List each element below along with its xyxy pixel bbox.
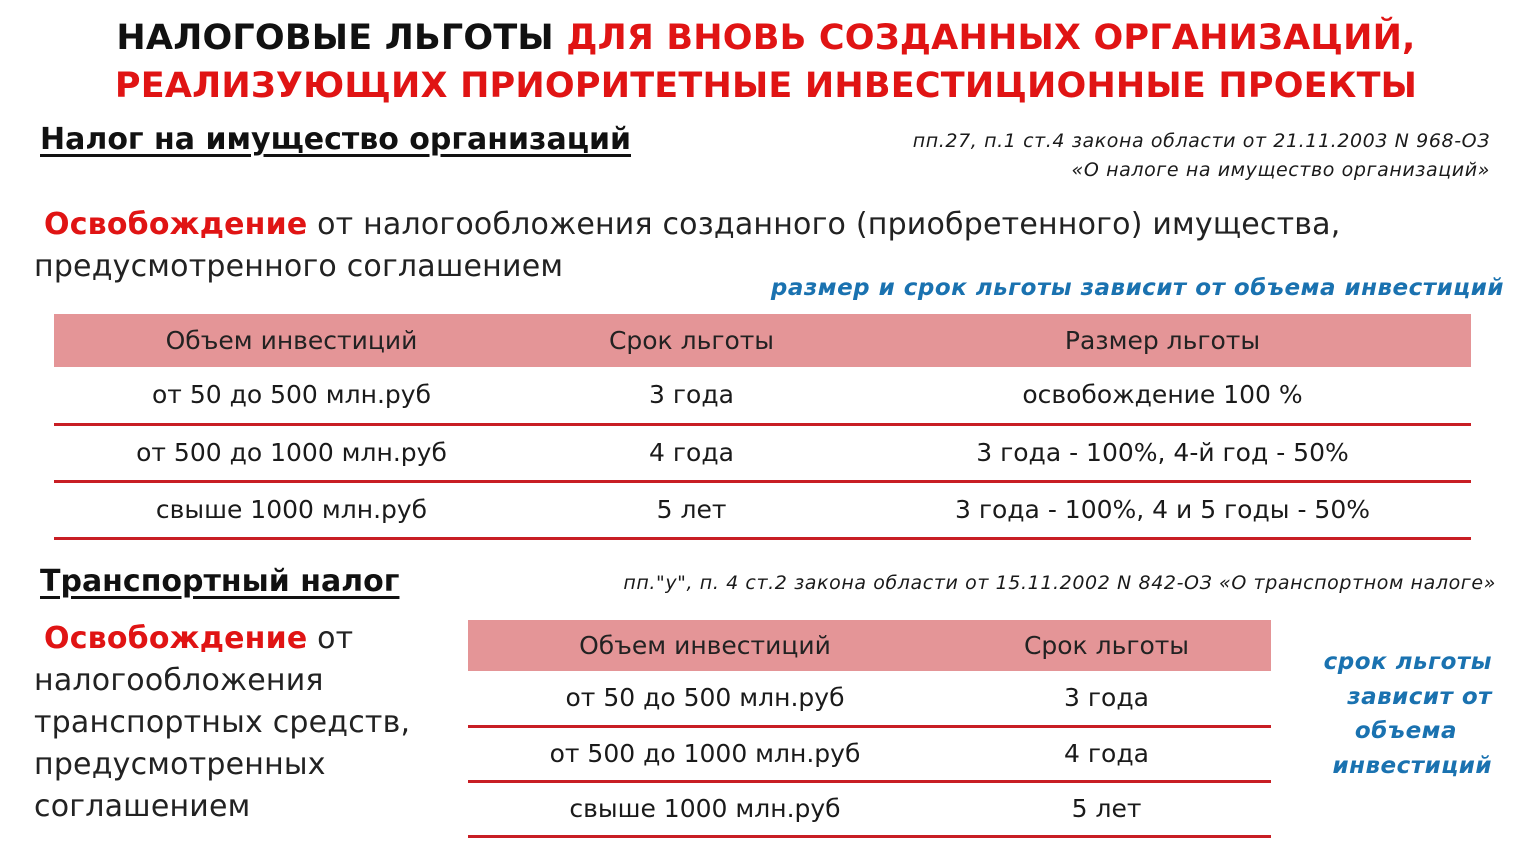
table-row [54,367,1471,424]
transport-header-volume: Объем инвестиций [468,620,942,671]
transport-tax-law-ref: пп."у", п. 4 ст.2 закона области от 15.11.2002 N 842-ОЗ «О транспортном налоге» [623,572,1496,594]
title-red-line1: ДЛЯ ВНОВЬ СОЗДАННЫХ ОРГАНИЗАЦИЙ, [566,18,1416,58]
property-exemption-text: от налогообложения созданного (приобретенного) имущества, предусмотренного соглашением [34,207,1341,284]
property-header-volume: Объем инвестиций [54,314,529,367]
transport-tax-exemption [34,618,454,828]
transport-note-line: зависит от [1347,683,1492,710]
property-header-size: Размер льготы [854,314,1471,367]
property-tax-note: размер и срок льготы зависит от объема инвестиций [770,275,1504,301]
transport-note-line: срок льготы [1323,649,1492,675]
transport-exemption-text: от налогообложения транспортных средств, предусмотренных соглашением [34,621,411,824]
property-cell-size: 3 года - 100%, 4 и 5 годы - 50% [854,481,1471,538]
transport-tax-heading: Транспортный налог [40,564,400,599]
property-exemption-word: Освобождение [44,207,308,242]
property-cell-volume: от 50 до 500 млн.руб [54,367,529,424]
transport-cell-term: 5 лет [942,781,1271,836]
property-cell-term: 4 года [529,424,854,481]
transport-exemption-word: Освобождение [44,621,308,656]
table-row [54,424,1471,481]
transport-cell-volume: свыше 1000 млн.руб [468,781,942,836]
transport-table-header-row [468,620,1271,671]
property-cell-term: 3 года [529,367,854,424]
transport-header-term: Срок льготы [942,620,1271,671]
title-red-line2: РЕАЛИЗУЮЩИХ ПРИОРИТЕТНЫЕ ИНВЕСТИЦИОННЫЕ ПРОЕКТЫ [114,66,1418,106]
transport-cell-term: 4 года [942,726,1271,781]
transport-note-line: инвестиций [1332,752,1492,779]
transport-tax-table [468,620,1271,838]
property-table-header-row [54,314,1471,367]
property-tax-law-line1: пп.27, п.1 ст.4 закона области от 21.11.2003 N 968-ОЗ [912,130,1490,152]
property-tax-law-ref [913,130,1490,181]
property-cell-size: 3 года - 100%, 4-й год - 50% [854,424,1471,481]
transport-cell-term: 3 года [942,671,1271,726]
page-title [0,14,1532,110]
property-tax-law-line2: «О налоге на имущество организаций» [1071,159,1490,181]
title-black-part: НАЛОГОВЫЕ ЛЬГОТЫ [116,18,554,58]
property-cell-volume: от 500 до 1000 млн.руб [54,424,529,481]
property-header-term: Срок льготы [529,314,854,367]
transport-cell-volume: от 50 до 500 млн.руб [468,671,942,726]
property-tax-table [54,314,1471,540]
table-row [468,671,1271,726]
transport-cell-volume: от 500 до 1000 млн.руб [468,726,942,781]
property-cell-size: освобождение 100 % [854,367,1471,424]
property-cell-volume: свыше 1000 млн.руб [54,481,529,538]
transport-note-line: объема [1354,718,1457,744]
table-row [54,481,1471,538]
property-tax-heading: Налог на имущество организаций [40,122,631,157]
transport-tax-note [1324,645,1492,783]
table-row [468,726,1271,781]
property-cell-term: 5 лет [529,481,854,538]
table-row [468,781,1271,836]
